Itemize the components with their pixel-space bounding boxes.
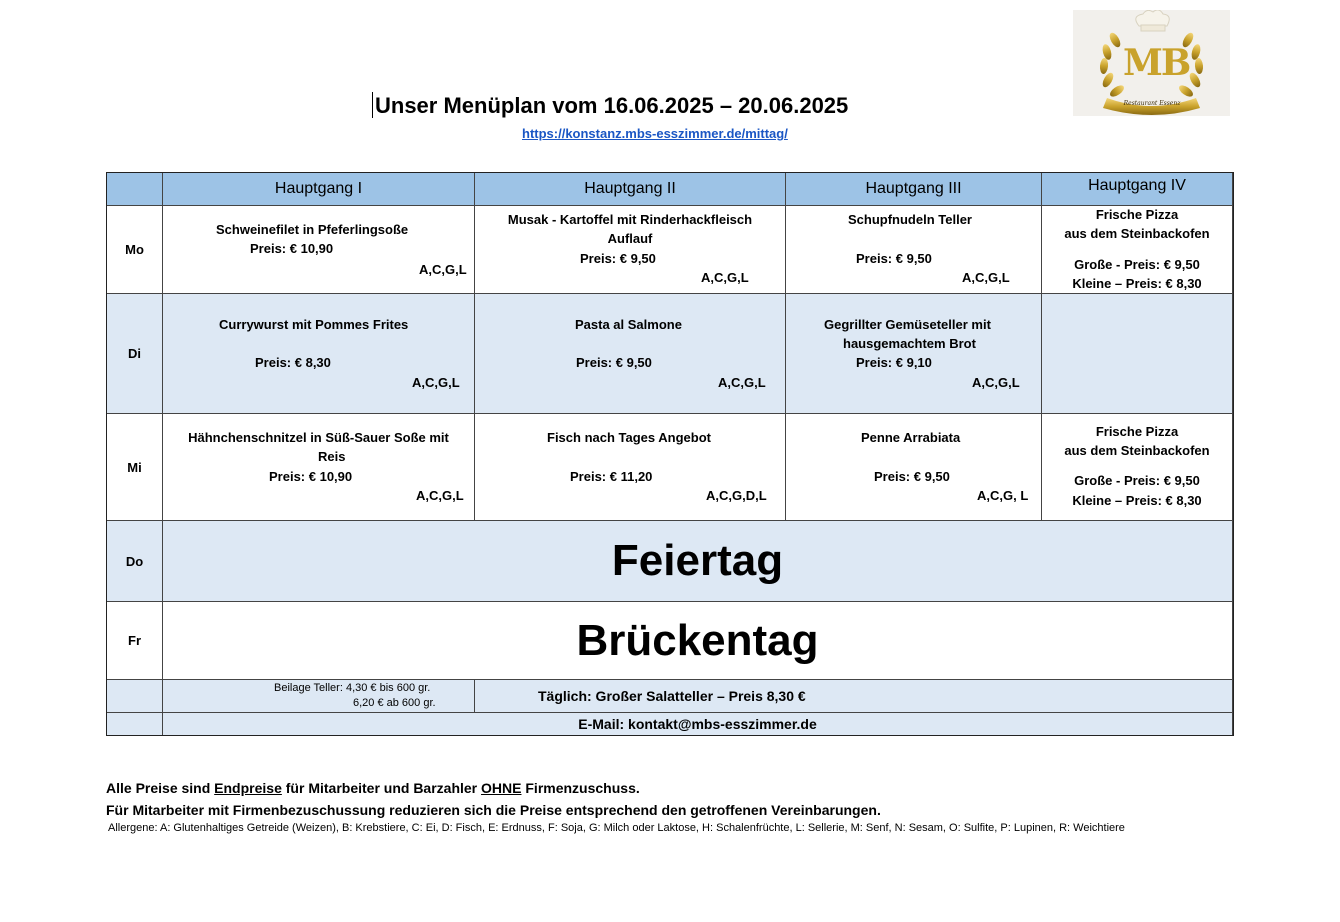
subsidy-note: Für Mitarbeiter mit Firmenbezuschussung reduzieren sich die Preise entsprechend den getroffenen Vereinbarungen. <box>106 802 881 818</box>
menu-cell-di-1 <box>163 294 475 414</box>
dish-name: Schupfnudeln Teller <box>848 212 972 227</box>
column-header-2: Hauptgang II <box>475 173 786 206</box>
menu-cell-mo-2 <box>475 206 786 294</box>
day-label-fr: Fr <box>107 602 163 680</box>
menu-cell-mi-2 <box>475 414 786 521</box>
dish-name-line2: hausgemachtem Brot <box>843 336 976 351</box>
day-label-mo: Mo <box>107 206 163 294</box>
menu-cell-di-3 <box>786 294 1042 414</box>
price-note-emphasis: Endpreise <box>214 780 282 796</box>
email-cell: E-Mail: kontakt@mbs-esszimmer.de <box>163 713 1233 735</box>
menu-cell-di-4 <box>1042 294 1233 414</box>
salad-offer: Täglich: Großer Salatteller – Preis 8,30 € <box>538 688 806 704</box>
menu-cell-mi-1 <box>163 414 475 521</box>
dish-price: Preis: € 8,30 <box>255 355 331 370</box>
dish-name: Fisch nach Tages Angebot <box>547 430 711 445</box>
menu-cell-mi-3 <box>786 414 1042 521</box>
price-note-part: Firmenzuschuss. <box>521 780 640 796</box>
column-header-1: Hauptgang I <box>163 173 475 206</box>
allergen-legend: Allergene: A: Glutenhaltiges Getreide (Weizen), B: Krebstiere, C: Ei, D: Fisch, E: Erdnuss, F: Soja, G: Milch oder Laktose, H: Schalenfrüchte, L: Sellerie, M: Senf, N: Sesam, O: Sulfite, P: Lupinen, R: Weichtiere <box>108 822 1125 834</box>
dish-price: Preis: € 9,50 <box>856 251 932 266</box>
price-note <box>106 780 640 796</box>
menu-cell-mi-4 <box>1042 414 1233 521</box>
page-title <box>372 92 848 119</box>
dish-price: Preis: € 10,90 <box>250 241 334 256</box>
dish-allergens: A,C,G,L <box>416 488 464 503</box>
price-large: Große - Preis: € 9,50 <box>1074 473 1200 488</box>
dish-name: Hähnchenschnitzel in Süß-Sauer Soße mit <box>188 430 449 445</box>
menu-link[interactable]: https://konstanz.mbs-esszimmer.de/mittag/ <box>522 126 788 141</box>
dish-allergens: A,C,G,L <box>412 375 460 390</box>
dish-price: Preis: € 9,50 <box>576 355 652 370</box>
side-dish-price-2: 6,20 € ab 600 gr. <box>353 697 436 709</box>
dish-allergens: A,C,G, L <box>977 488 1029 503</box>
dish-name: Frische Pizza <box>1095 424 1179 439</box>
dish-name-line2: aus dem Steinbackofen <box>1064 443 1210 458</box>
dish-price: Preis: € 11,20 <box>570 469 653 484</box>
dish-allergens: A,C,G,D,L <box>706 488 767 503</box>
dish-name: Currywurst mit Pommes Frites <box>219 317 409 332</box>
price-note-part: für Mitarbeiter und Barzahler <box>281 780 482 796</box>
dish-price: Preis: € 10,90 <box>269 469 353 484</box>
title-text: Unser Menüplan vom 16.06.2025 – 20.06.2025 <box>375 93 849 118</box>
column-header-3: Hauptgang III <box>786 173 1042 206</box>
dish-allergens: A,C,G,L <box>419 262 467 277</box>
price-large: Große - Preis: € 9,50 <box>1074 257 1200 272</box>
logo-initials: MB <box>1123 42 1190 84</box>
dish-name: Gegrillter Gemüseteller mit <box>824 317 991 332</box>
price-note-emphasis: OHNE <box>481 780 522 796</box>
bridge-day-cell: Brückentag <box>163 602 1233 680</box>
day-label-di: Di <box>107 294 163 414</box>
dish-name-line2: Reis <box>318 449 346 464</box>
text-cursor <box>372 92 373 118</box>
dish-name: Penne Arrabiata <box>861 430 961 445</box>
menu-cell-mo-4 <box>1042 206 1233 294</box>
day-label-mi: Mi <box>107 414 163 521</box>
dish-name-line2: Auflauf <box>607 231 653 246</box>
dish-name: Musak - Kartoffel mit Rinderhackfleisch <box>507 212 753 227</box>
column-header-4: Hauptgang IV <box>1042 173 1233 206</box>
day-label-do: Do <box>107 521 163 602</box>
dish-allergens: A,C,G,L <box>718 375 766 390</box>
dish-allergens: A,C,G,L <box>972 375 1020 390</box>
email-label-cell <box>107 713 163 735</box>
dish-allergens: A,C,G,L <box>962 270 1010 285</box>
restaurant-logo <box>1073 10 1230 116</box>
dish-price: Preis: € 9,50 <box>580 251 656 266</box>
salad-cell <box>475 680 1233 713</box>
holiday-cell: Feiertag <box>163 521 1233 602</box>
price-note-part: Alle Preise sind <box>106 780 215 796</box>
dish-name: Schweinefilet in Pfeferlingsoße <box>216 222 409 237</box>
dish-price: Preis: € 9,50 <box>874 469 950 484</box>
side-dish-price-1: Beilage Teller: 4,30 € bis 600 gr. <box>274 682 431 694</box>
menu-cell-di-2 <box>475 294 786 414</box>
side-dish-cell <box>163 680 475 713</box>
corner-cell <box>107 173 163 206</box>
dish-price: Preis: € 9,10 <box>856 355 932 370</box>
price-small: Kleine – Preis: € 8,30 <box>1072 493 1202 508</box>
menu-cell-mo-3 <box>786 206 1042 294</box>
menu-table <box>106 172 1234 736</box>
extras-label-cell <box>107 680 163 713</box>
dish-name-line2: aus dem Steinbackofen <box>1064 226 1210 241</box>
logo-subtitle: Restaurant Essenz <box>1123 100 1181 107</box>
menu-cell-mo-1 <box>163 206 475 294</box>
dish-name: Frische Pizza <box>1095 207 1179 222</box>
price-small: Kleine – Preis: € 8,30 <box>1072 276 1202 291</box>
dish-allergens: A,C,G,L <box>701 270 749 285</box>
dish-name: Pasta al Salmone <box>575 317 682 332</box>
